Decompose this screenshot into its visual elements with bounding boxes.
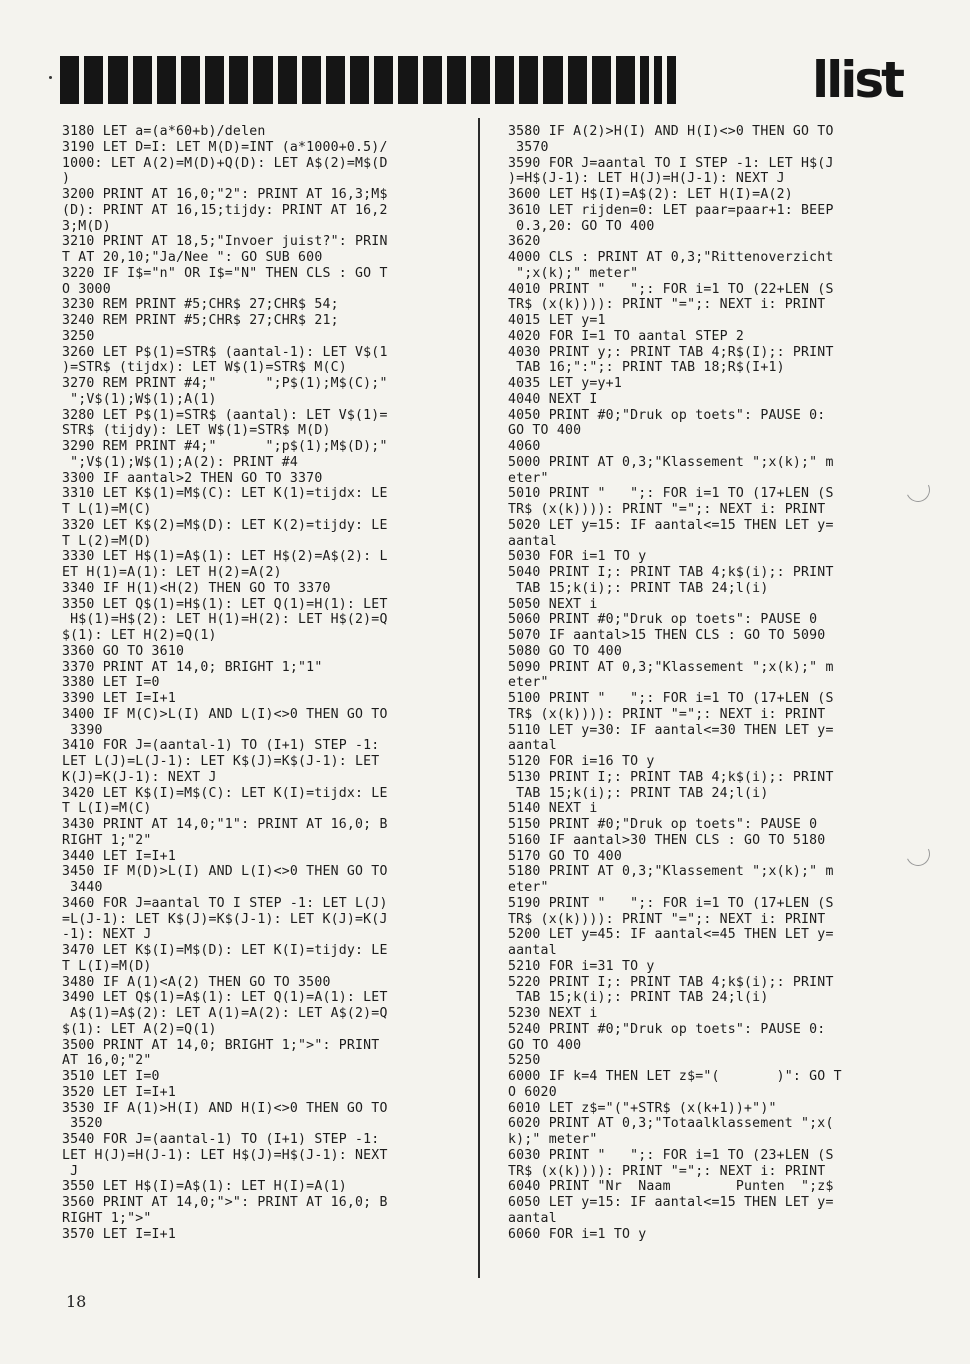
code-line: RIGHT 1;"2" xyxy=(62,832,152,848)
code-line: 5230 NEXT i xyxy=(508,1006,598,1021)
code-line: GO TO 400 xyxy=(508,1037,582,1053)
code-line: 3490 LET Q$(1)=A$(1): LET Q(1)=A(1): LET xyxy=(62,990,388,1006)
code-line: 3380 LET I=0 xyxy=(62,675,160,691)
listing-right-column xyxy=(508,124,908,1242)
code-line: GO TO 400 xyxy=(508,423,582,439)
code-line: 3190 LET D=I: LET M(D)=INT (a*1000+0.5)/ xyxy=(62,139,388,155)
code-line: 5040 PRINT I;: PRINT TAB 4;k$(i);: PRINT xyxy=(508,565,834,580)
listing-left-column xyxy=(62,124,462,1242)
code-line: 3320 LET K$(2)=M$(D): LET K(2)=tijdy: LE xyxy=(62,517,388,533)
code-line: 3610 LET rijden=0: LET paar=paar+1: BEEP xyxy=(508,202,834,218)
code-line: 5020 LET y=15: IF aantal<=15 THEN LET y= xyxy=(508,517,834,533)
code-line: T L(I)=M(C) xyxy=(62,801,152,817)
code-line: 5010 PRINT " ";: FOR i=1 TO (17+LEN (S xyxy=(508,486,834,502)
code-line: 3350 LET Q$(1)=H$(1): LET Q(1)=H(1): LET xyxy=(62,596,388,612)
code-line: 6030 PRINT " ";: FOR i=1 TO (23+LEN (S xyxy=(508,1147,834,1163)
code-line: 3340 IF H(1)<H(2) THEN GO TO 3370 xyxy=(62,580,331,596)
code-line: ";V$(1);W$(1);A(2): PRINT #4 xyxy=(62,454,299,470)
code-line: K(J)=K(J-1): NEXT J xyxy=(62,769,217,785)
code-line: 3520 xyxy=(62,1116,103,1132)
code-line: 5060 PRINT #0;"Druk op toets": PAUSE 0 xyxy=(508,612,818,628)
code-line: TR$ (x(k)))): PRINT "=";: NEXT i: PRINT xyxy=(508,706,826,722)
code-line: 3560 PRINT AT 14,0;">": PRINT AT 16,0; B xyxy=(62,1195,388,1210)
code-line: 3390 LET I=I+1 xyxy=(62,691,176,706)
code-line: 3310 LET K$(1)=M$(C): LET K(1)=tijdx: LE xyxy=(62,486,388,502)
code-line: J xyxy=(62,1163,79,1179)
code-line: 6050 LET y=15: IF aantal<=15 THEN LET y= xyxy=(508,1195,834,1210)
code-line: 3180 LET a=(a*60+b)/delen xyxy=(62,124,266,139)
page-number: 18 xyxy=(66,1292,87,1311)
code-line: 3620 xyxy=(508,234,541,250)
code-line: 5170 GO TO 400 xyxy=(508,848,622,864)
code-line: TAB 15;k(i);: PRINT TAB 24;l(i) xyxy=(508,580,769,596)
code-line: 5210 FOR i=31 TO y xyxy=(508,958,655,974)
code-line: 5130 PRINT I;: PRINT TAB 4;k$(i);: PRINT xyxy=(508,769,834,785)
code-line: 5110 LET y=30: IF aantal<=30 THEN LET y= xyxy=(508,722,834,738)
code-line: 3410 FOR J=(aantal-1) TO (I+1) STEP -1: xyxy=(62,738,380,754)
code-line: 3590 FOR J=aantal TO I STEP -1: LET H$(J xyxy=(508,155,834,171)
code-line: 3420 LET K$(I)=M$(C): LET K(I)=tijdx: LE xyxy=(62,785,388,801)
code-line: 6060 FOR i=1 TO y xyxy=(508,1226,647,1242)
code-line: 6020 PRINT AT 0,3;"Totaalklassement ";x( xyxy=(508,1116,834,1132)
code-line: 3360 GO TO 3610 xyxy=(62,643,185,659)
code-line: 3480 IF A(1)<A(2) THEN GO TO 3500 xyxy=(62,974,331,990)
code-line: STR$ (tijdy): LET W$(1)=STR$ M(D) xyxy=(62,423,331,439)
code-line: LET L(J)=L(J-1): LET K$(J)=K$(J-1): LET xyxy=(62,754,380,769)
code-line: 5160 IF aantal>30 THEN CLS : GO TO 5180 xyxy=(508,832,826,848)
header-bar xyxy=(60,56,676,104)
code-line: TAB 16;":";: PRINT TAB 18;R$(I+1) xyxy=(508,360,785,376)
code-line: 4060 xyxy=(508,439,541,454)
code-line: 3540 FOR J=(aantal-1) TO (I+1) STEP -1: xyxy=(62,1132,380,1147)
code-line: TR$ (x(k)))): PRINT "=";: NEXT i: PRINT xyxy=(508,502,826,517)
code-line: 3290 REM PRINT #4;" ";p$(1);M$(D);" xyxy=(62,439,388,454)
code-line: TR$ (x(k)))): PRINT "=";: NEXT i: PRINT xyxy=(508,297,826,313)
code-line: 4020 FOR I=1 TO aantal STEP 2 xyxy=(508,328,745,344)
column-divider xyxy=(478,118,480,1278)
code-line: 3600 LET H$(I)=A$(2): LET H(I)=A(2) xyxy=(508,187,793,202)
code-line: )=H$(J-1): LET H(J)=H(J-1): NEXT J xyxy=(508,171,785,187)
code-line: T L(I)=M(D) xyxy=(62,958,152,974)
code-line: =L(J-1): LET K$(J)=K$(J-1): LET K(J)=K(J xyxy=(62,911,388,927)
code-line: 6010 LET z$="("+STR$ (x(k+1))+")" xyxy=(508,1100,777,1116)
code-line: 5050 NEXT i xyxy=(508,596,598,612)
code-line: 3200 PRINT AT 16,0;"2": PRINT AT 16,3;M$ xyxy=(62,187,388,202)
code-line: 3430 PRINT AT 14,0;"1": PRINT AT 16,0; B xyxy=(62,817,388,832)
code-line: 3390 xyxy=(62,722,103,738)
code-line: LET H(J)=H(J-1): LET H$(J)=H$(J-1): NEXT xyxy=(62,1147,388,1163)
code-line: 5070 IF aantal>15 THEN CLS : GO TO 5090 xyxy=(508,628,826,643)
code-line: 3220 IF I$="n" OR I$="N" THEN CLS : GO T xyxy=(62,265,388,281)
code-line: ";V$(1);W$(1);A(1) xyxy=(62,391,217,407)
code-line: )=STR$ (tijdx): LET W$(1)=STR$ M(C) xyxy=(62,360,347,376)
code-line: 3400 IF M(C)>L(I) AND L(I)<>0 THEN GO TO xyxy=(62,706,388,722)
code-line: aantal xyxy=(508,1210,557,1226)
code-line: 3250 xyxy=(62,328,95,344)
code-line: 3;M(D) xyxy=(62,218,111,234)
code-line: 3550 LET H$(I)=A$(1): LET H(I)=A(1) xyxy=(62,1179,347,1195)
code-line: 3300 IF aantal>2 THEN GO TO 3370 xyxy=(62,470,323,486)
code-line: TAB 15;k(i);: PRINT TAB 24;l(i) xyxy=(508,785,769,801)
code-line: RIGHT 1;">" xyxy=(62,1210,152,1226)
code-line: 0.3,20: GO TO 400 xyxy=(508,218,655,234)
code-line: 5240 PRINT #0;"Druk op toets": PAUSE 0: xyxy=(508,1021,826,1037)
code-line: eter" xyxy=(508,880,549,895)
code-line: A$(1)=A$(2): LET A(1)=A(2): LET A$(2)=Q xyxy=(62,1006,388,1021)
code-line: O 3000 xyxy=(62,281,111,297)
code-line: 3240 REM PRINT #5;CHR$ 27;CHR$ 21; xyxy=(62,313,339,328)
code-line: aantal xyxy=(508,533,557,549)
code-line: 5030 FOR i=1 TO y xyxy=(508,549,647,565)
code-line: 5220 PRINT I;: PRINT TAB 4;k$(i);: PRINT xyxy=(508,974,834,990)
code-line: 4035 LET y=y+1 xyxy=(508,376,622,391)
code-line: 3510 LET I=0 xyxy=(62,1069,160,1084)
code-line: aantal xyxy=(508,943,557,958)
code-line: 5200 LET y=45: IF aantal<=45 THEN LET y= xyxy=(508,927,834,943)
code-line: 5140 NEXT i xyxy=(508,801,598,817)
code-line: -1): NEXT J xyxy=(62,927,152,943)
code-line: 3570 LET I=I+1 xyxy=(62,1226,176,1242)
code-line: 5080 GO TO 400 xyxy=(508,643,622,659)
code-line: 5090 PRINT AT 0,3;"Klassement ";x(k);" m xyxy=(508,659,834,675)
code-line: 3260 LET P$(1)=STR$ (aantal-1): LET V$(1 xyxy=(62,344,388,360)
code-line: 3370 PRINT AT 14,0; BRIGHT 1;"1" xyxy=(62,659,323,675)
code-line: T L(2)=M(D) xyxy=(62,533,152,549)
code-line: 3460 FOR J=aantal TO I STEP -1: LET L(J) xyxy=(62,895,388,911)
code-line: 3270 REM PRINT #4;" ";P$(1);M$(C);" xyxy=(62,376,388,391)
code-line: 5000 PRINT AT 0,3;"Klassement ";x(k);" m xyxy=(508,454,834,470)
code-line: eter" xyxy=(508,470,549,486)
code-line: 3520 LET I=I+1 xyxy=(62,1084,176,1100)
code-line: 4030 PRINT y;: PRINT TAB 4;R$(I);: PRINT xyxy=(508,344,834,360)
code-line: AT 16,0;"2" xyxy=(62,1053,152,1069)
code-line: 3280 LET P$(1)=STR$ (aantal): LET V$(1)= xyxy=(62,407,388,423)
code-line: 5250 xyxy=(508,1053,541,1069)
stray-dot xyxy=(49,76,52,79)
code-line: k);" meter" xyxy=(508,1132,598,1147)
code-line: 3500 PRINT AT 14,0; BRIGHT 1;">": PRINT xyxy=(62,1037,380,1053)
code-line: 5180 PRINT AT 0,3;"Klassement ";x(k);" m xyxy=(508,864,834,880)
brand-logo: llist xyxy=(812,51,903,109)
code-line: 3580 IF A(2)>H(I) AND H(I)<>0 THEN GO TO xyxy=(508,124,834,139)
code-line: O 6020 xyxy=(508,1084,557,1100)
code-line: 4010 PRINT " ";: FOR i=1 TO (22+LEN (S xyxy=(508,281,834,297)
code-line: T AT 20,10;"Ja/Nee ": GO SUB 600 xyxy=(62,250,323,265)
code-line: 3470 LET K$(I)=M$(D): LET K(I)=tijdy: LE xyxy=(62,943,388,958)
code-line: $(1): LET A(2)=Q(1) xyxy=(62,1021,217,1037)
code-line: 3440 xyxy=(62,880,103,895)
code-line: TR$ (x(k)))): PRINT "=";: NEXT i: PRINT xyxy=(508,1163,826,1179)
code-line: 1000: LET A(2)=M(D)+Q(D): LET A$(2)=M$(D xyxy=(62,155,388,171)
code-line: TR$ (x(k)))): PRINT "=";: NEXT i: PRINT xyxy=(508,911,826,927)
code-line: 3210 PRINT AT 18,5;"Invoer juist?": PRIN xyxy=(62,234,388,250)
code-line: 4040 NEXT I xyxy=(508,391,598,407)
code-line: 3530 IF A(1)>H(I) AND H(I)<>0 THEN GO TO xyxy=(62,1100,388,1116)
code-line: 3450 IF M(D)>L(I) AND L(I)<>0 THEN GO TO xyxy=(62,864,388,880)
code-line: aantal xyxy=(508,738,557,754)
code-line: $(1): LET H(2)=Q(1) xyxy=(62,628,217,643)
code-line: 4015 LET y=1 xyxy=(508,313,606,328)
code-line: ) xyxy=(62,171,71,187)
code-line: 3570 xyxy=(508,139,549,155)
code-line: 5190 PRINT " ";: FOR i=1 TO (17+LEN (S xyxy=(508,895,834,911)
code-line: 3440 LET I=I+1 xyxy=(62,848,176,864)
code-line: eter" xyxy=(508,675,549,691)
code-line: TAB 15;k(i);: PRINT TAB 24;l(i) xyxy=(508,990,769,1006)
code-line: H$(1)=H$(2): LET H(1)=H(2): LET H$(2)=Q xyxy=(62,612,388,628)
code-line: 5120 FOR i=16 TO y xyxy=(508,754,655,769)
code-line: ";x(k);" meter" xyxy=(508,265,639,281)
code-line: 5150 PRINT #0;"Druk op toets": PAUSE 0 xyxy=(508,817,818,832)
code-line: 4000 CLS : PRINT AT 0,3;"Rittenoverzicht xyxy=(508,250,834,265)
code-line: 5100 PRINT " ";: FOR i=1 TO (17+LEN (S xyxy=(508,691,834,706)
code-line: 4050 PRINT #0;"Druk op toets": PAUSE 0: xyxy=(508,407,826,423)
code-line: 3230 REM PRINT #5;CHR$ 27;CHR$ 54; xyxy=(62,297,339,313)
code-line: (D): PRINT AT 16,15;tijdy: PRINT AT 16,2 xyxy=(62,202,388,218)
code-line: 6000 IF k=4 THEN LET z$="( )": GO T xyxy=(508,1069,842,1084)
code-line: T L(1)=M(C) xyxy=(62,502,152,517)
code-line: 3330 LET H$(1)=A$(1): LET H$(2)=A$(2): L xyxy=(62,549,388,565)
code-line: ET H(1)=A(1): LET H(2)=A(2) xyxy=(62,565,282,580)
code-line: 6040 PRINT "Nr Naam Punten ";z$ xyxy=(508,1179,834,1195)
